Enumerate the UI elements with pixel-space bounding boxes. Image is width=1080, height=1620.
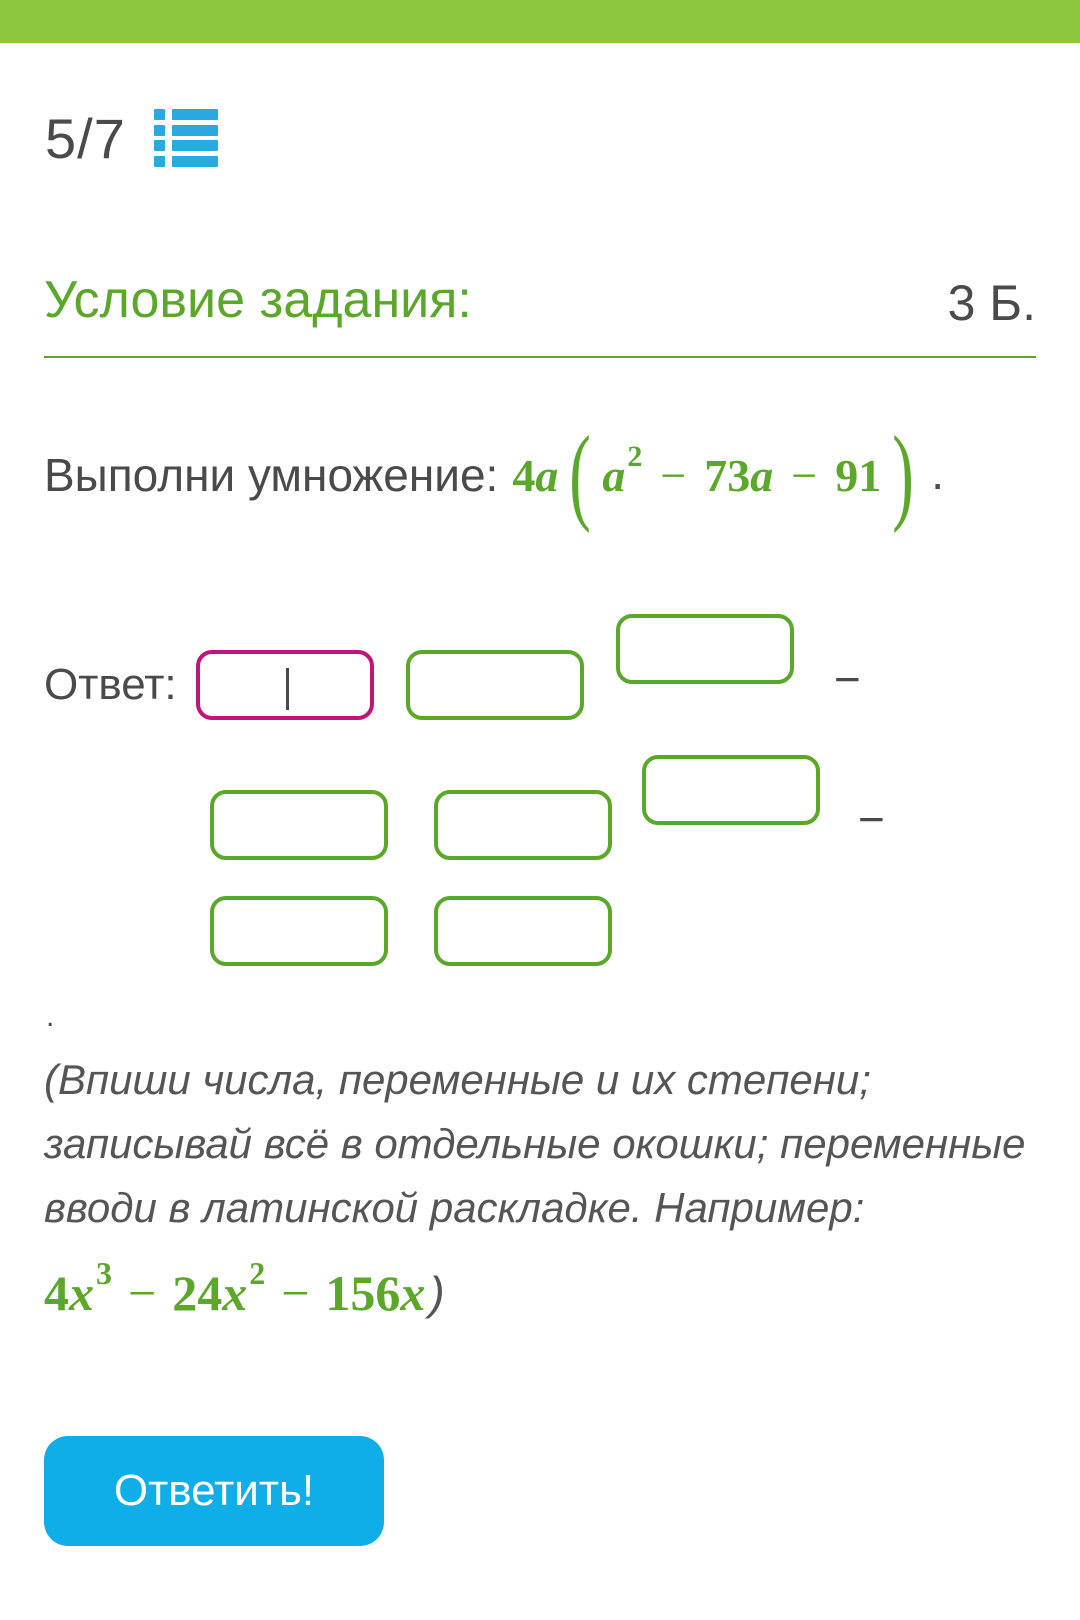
divider [44,356,1036,358]
submit-button[interactable]: Ответить! [44,1436,384,1546]
answer-box-var3[interactable] [434,896,612,966]
minus-sign-2: − [858,793,885,845]
expr-var: a [535,449,559,501]
example-v2: x [222,1265,248,1321]
left-paren: ( [569,415,592,534]
example-c3: 156 [325,1265,401,1321]
section-title: Условие задания: [44,271,472,329]
example-e1: 3 [96,1254,112,1291]
task-label: Выполни умножение: [44,449,499,501]
example-e2: 2 [249,1254,266,1291]
answer-box-exp1[interactable] [616,614,794,684]
answer-box-coef1[interactable] [196,650,374,720]
right-paren: ) [892,415,914,534]
answer-box-coef2[interactable] [210,790,388,860]
hint-example [44,1254,445,1328]
minus-sign-1: − [834,653,861,705]
expr-inner-exp: 2 [627,440,643,473]
expr-inner-coef2: 73 [704,449,751,501]
example-op1: − [128,1265,157,1321]
expr-minus-1: − [660,449,687,501]
answer-box-coef3[interactable] [210,896,388,966]
answer-label: Ответ: [44,660,177,709]
task-expression [512,415,925,534]
answer-end-dot: . [46,1000,55,1033]
top-bar [0,0,1080,43]
expr-coef: 4 [512,449,536,501]
answer-box-exp2[interactable] [642,755,820,825]
list-icon[interactable] [154,109,218,167]
example-expression [44,1254,426,1322]
example-op2: − [281,1265,310,1321]
expr-inner-const: 91 [835,449,882,501]
example-v1: x [69,1265,94,1321]
expr-minus-2: − [791,449,818,501]
expr-inner-var1: a [602,449,626,501]
example-c2: 24 [172,1265,223,1321]
hint-close-paren: ) [429,1267,445,1319]
task-end: . [931,447,944,499]
progress-indicator [45,108,218,168]
points-badge: 3 Б. [947,275,1036,331]
answer-box-var2[interactable] [434,790,612,860]
hint-text: (Впиши числа, переменные и их степени; записывай всё в отдельные окошки; переменные вводи в латинской раскладке. Например: [44,1056,1026,1231]
task-statement [44,415,944,534]
answer-box-var1[interactable] [406,650,584,720]
expr-inner-var2: a [750,449,774,501]
text-caret [286,668,289,710]
example-v3: x [400,1265,426,1321]
progress-text: 5/7 [45,106,126,170]
example-c1: 4 [44,1265,69,1321]
